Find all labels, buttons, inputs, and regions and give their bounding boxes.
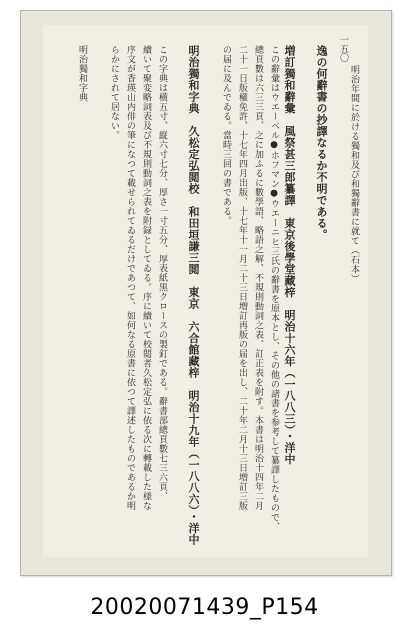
text-column: 序文が香瑛山内俳の筆になつて載せられてゐるだけであつて、如何なる原書に依つて譯述したものであるか明	[125, 45, 135, 511]
text-column: らかにされて居ない。	[109, 45, 119, 140]
text-column: 明治獨和字典	[77, 45, 87, 102]
text-column: の届に及んでゐる。當時三回の書である。	[221, 45, 231, 226]
book-page	[43, 25, 368, 557]
text-column: この辭彙はウエーベル●ホフマン●ウエーニヒ三氏の辭書を原本とし、その他の諸書を参考して纂譯したもので、	[269, 45, 279, 532]
text-column: 明治獨和字典 久松定弘閲校 和田垣謙三閲 東京 六合館藏梓 明治十九年（一八八六）・洋中	[187, 45, 200, 546]
text-column: 増訂獨和辭彙 風祭甚三郎纂譯 東京後學堂藏梓 明治十六年（一八八三）・洋中	[283, 45, 296, 465]
image-caption: 20020071439_P154	[90, 595, 319, 620]
text-column: 逸の何辭書の抄譯なるか不明である。	[315, 45, 328, 241]
page-number: 一五〇	[338, 35, 348, 62]
text-column: 明治年間に於ける獨和及び和獨辭書に就て（石本）	[349, 65, 359, 284]
text-column: 續いて聚変略詞表及び不規則動詞之表を附録としてゐる。序に續いて校閲者久松定弘に依る次に轉載した様な	[141, 45, 151, 511]
text-column: この字典は横五寸、縦六寸七分、厚さ一寸五分、厚表紙黒クロースの製釘である。辭書部總頁數七三六頁、	[157, 45, 167, 501]
document-card	[20, 10, 392, 576]
text-column: 總頁數は六三三頁、之に加ふるに數學語、略語之解、不規則動詞之表、訂正表を附す。本書は明治十四年二月	[253, 45, 263, 511]
text-column: 二十一日版權免許、十七年四月出版、十七年十一月二十三日増訂再版の届を出し、二十年二月十三日増訂三版	[237, 45, 247, 511]
